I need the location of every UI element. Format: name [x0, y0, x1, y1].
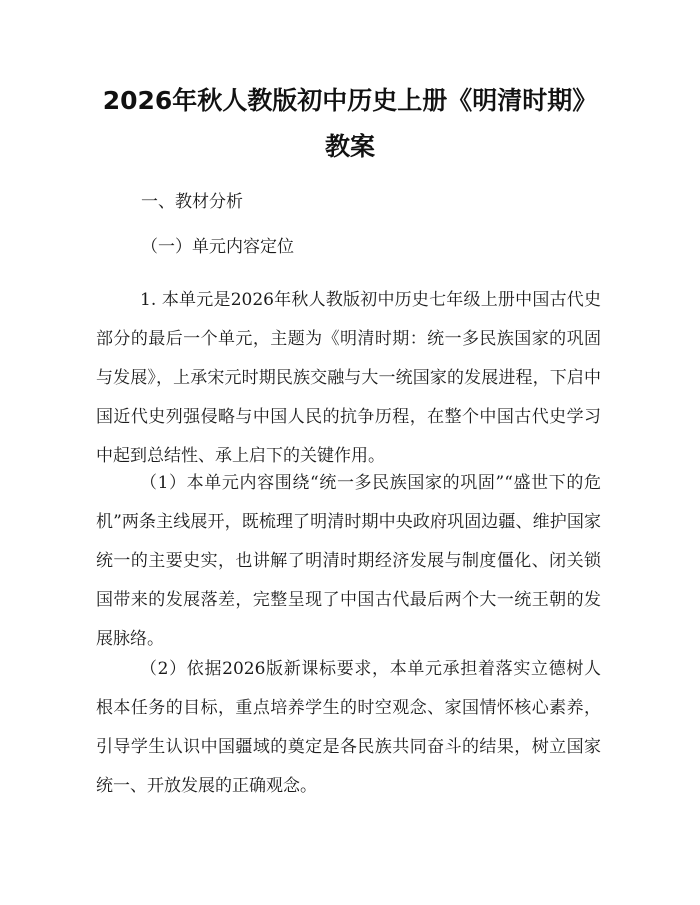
paragraph-main-threads: （1）本单元内容围绕“统一多民族国家的巩固”“盛世下的危机”两条主线展开，既梳理了明清时期中央政府巩固边疆、维护国家统一的主要史实，也讲解了明清时期经济发展与制度僵化、闭关锁国带来的发展落差，完整呈现了中国古代最后两个大一统王朝的发展脉络。	[96, 473, 601, 649]
section-heading: 一、教材分析	[141, 192, 243, 212]
paragraph-curriculum-goals: （2）依据2026版新课标要求，本单元承担着落实立德树人根本任务的目标，重点培养学生的时空观念、家国情怀核心素养，引导学生认识中国疆域的奠定是各民族共同奋斗的结果，树立国家统一、开放发展的正确观念。	[96, 659, 601, 796]
document-title-line-1: 2026年秋人教版初中历史上册《明清时期》	[102, 86, 598, 115]
subsection-heading: （一）单元内容定位	[141, 237, 294, 257]
document-title-line-2: 教案	[324, 132, 375, 161]
paragraph-unit-overview: 1. 本单元是2026年秋人教版初中历史七年级上册中国古代史部分的最后一个单元，主题为《明清时期：统一多民族国家的巩固与发展》，上承宋元时期民族交融与大一统国家的发展进程，下启中国近代史列强侵略与中国人民的抗争历程，在整个中国古代史学习中起到总结性、承上启下的关键作用。	[96, 290, 601, 466]
